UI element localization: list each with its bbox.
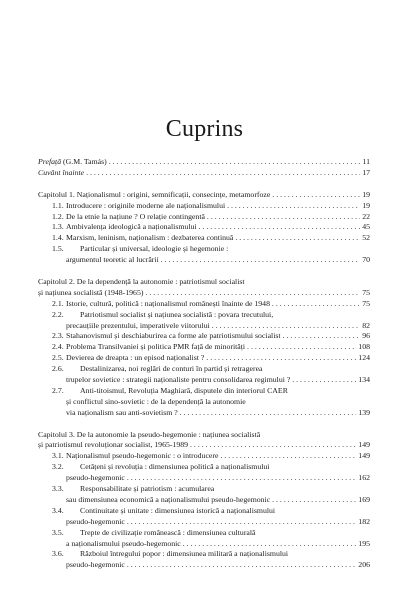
toc-page-number: 17 [362,167,370,177]
toc-entry-title: și patriotismul revoluționar socialist, 1965-1989 . . . [38,440,370,451]
toc-page-number: 82 [362,320,370,330]
toc-page-number: 11 [362,157,370,166]
toc-page-number: 195 [358,538,370,548]
toc-entry-title: Particular și universal, ideologie și hegemonie : [80,244,229,254]
toc-entry-title: Destalinizarea, noi reglări de conturi în partid și retragerea [80,364,263,374]
toc-entry-title: Marxism, leninism, naționalism : dezbaterea continuă . . . [38,233,370,244]
toc-page-number: 149 [358,440,370,450]
toc-entry[interactable] [38,168,370,179]
toc-page-number: 96 [362,331,370,341]
toc-entry-line [38,528,370,539]
toc-entry[interactable] [38,299,370,310]
toc-entry[interactable] [38,560,370,571]
toc-entry-title: Războiul întregului popor : dimensiunea militară a naționalismului [80,549,289,559]
toc-entry[interactable] [38,190,370,201]
toc-page-number: 182 [358,516,370,526]
toc-entry-title: Cetățeni și revoluția : dimensiunea politică a naționalismului [80,462,270,472]
toc-entry-title: sau dimensiunea economică a naționalismului pseudo-hegemonic . . . [38,495,370,506]
section-gap [38,266,370,277]
toc-entry-number: 1.4. [52,233,64,243]
toc-entry-title: Naționalismul pseudo-hegemonic : o introducere . . . [38,451,370,462]
page-title: Cuprins [165,116,244,142]
toc-page-number: 134 [358,375,370,385]
toc-entry-number: 2.1. [52,298,64,308]
toc-entry-title-italic: Cuvânt înainte [38,167,85,177]
toc-page-number: 19 [362,200,370,210]
toc-entry-title: via naționalism sau anti-sovietism ? . . . [38,408,370,419]
toc-page-number: 162 [358,473,370,483]
toc-entry[interactable] [38,353,370,364]
toc-entry-line [38,506,370,517]
toc-entry-title: precauțiile prezentului, imperativele viitorului . . . [38,321,370,332]
section-gap [38,419,370,430]
toc-page-number: 108 [358,342,370,352]
toc-entry-number: 2.4. [52,342,64,352]
toc-entry-line: Capitolul 3. De la autonomie la pseudo-hegemonie : națiunea socialistă [38,429,261,439]
toc-entry-title: Trepte de civilizație românească : dimensiunea culturală [80,527,256,537]
toc-entry-number: 3.2. [52,462,64,472]
toc-entry-number: 1.1. [52,200,64,210]
toc-entry[interactable] [38,408,370,419]
toc-entry-line [38,549,370,560]
toc-page-number: 169 [358,494,370,504]
toc-entry[interactable] [38,375,370,386]
toc-entry[interactable] [38,222,370,233]
toc-entry-number: 2.2. [52,309,64,319]
toc-entry[interactable] [38,321,370,332]
toc-page-number: 139 [358,407,370,417]
toc-entry-number: 1.2. [52,211,64,221]
toc-page-number: 45 [362,222,370,232]
toc-entry-title: Ambivalența ideologică a naționalismului . . . [38,222,370,233]
toc-entry-title: argumentul teoretic al lucrării . . . [38,255,370,266]
toc-entry-number: 3.5. [52,527,64,537]
toc-entry[interactable] [38,517,370,528]
toc-entry[interactable] [38,451,370,462]
toc-entry-title: pseudo-hegemonic . . . [38,517,370,528]
toc-entry[interactable] [38,473,370,484]
toc-entry-title: Devierea de dreapta : un episod naționalist ? . . . [38,353,370,364]
toc-page-number: 22 [362,211,370,221]
toc-entry-title: Stahanovismul și deschiaburirea ca forme ale patriotismului socialist . . . [38,331,370,342]
table-of-contents [38,157,370,571]
toc-page-number: 19 [362,189,370,199]
toc-page-number: 206 [358,560,370,570]
toc-page-number: 52 [362,233,370,243]
toc-entry-title: pseudo-hegemonic . . . [38,560,370,571]
toc-page-number: 149 [358,451,370,461]
toc-entry[interactable] [38,539,370,550]
toc-entry-line [38,364,370,375]
toc-entry-number: 2.7. [52,385,64,395]
toc-entry-title: Responsabilitate și patriotism : acumularea [80,484,215,494]
toc-entry-number: 3.1. [52,451,64,461]
toc-entry-line: și conflictul sino-sovietic : de la dependență la autonomie [66,396,246,406]
toc-entry-line: Capitolul 2. De la dependență la autonomie : patriotismul socialist [38,277,245,287]
toc-entry-title: Problema Transilvaniei și politica PMR față de minorități . . . [38,342,370,353]
toc-entry[interactable] [38,331,370,342]
toc-entry[interactable] [38,212,370,223]
toc-entry-title: Introducere : originile moderne ale naționalismului . . . [38,201,370,212]
toc-entry-number: 3.6. [52,549,64,559]
toc-entry-title: Continuitate și unitate : dimensiunea istorică a naționalismului [80,505,276,515]
toc-entry-line [38,244,370,255]
section-gap [38,179,370,190]
toc-entry[interactable] [38,233,370,244]
toc-entry-number: 2.3. [52,331,64,341]
toc-entry-number: 1.5. [52,244,64,254]
toc-entry[interactable] [38,201,370,212]
toc-entry-title: Istorie, cultură, politică : naționalismul românești înainte de 1948 . . . [38,299,370,310]
toc-entry-title: pseudo-hegemonic . . . [38,473,370,484]
toc-entry-title: Prefață (G.M. Tamás) . . . [38,157,370,168]
toc-entry-title [38,168,370,179]
toc-entry[interactable] [38,440,370,451]
toc-entry[interactable] [38,342,370,353]
toc-entry-title: și națiunea socialistă (1948-1965) . . . [38,288,370,299]
toc-entry[interactable] [38,255,370,266]
toc-entry-line [38,310,370,321]
toc-entry[interactable] [38,495,370,506]
toc-page-number: 70 [362,255,370,265]
toc-entry-number: 2.6. [52,364,64,374]
toc-entry-title: Patriotismul socialist și națiunea socialistă : povara trecutului, [80,309,274,319]
toc-entry[interactable] [38,157,370,168]
toc-entry-number: 3.3. [52,484,64,494]
toc-entry-number: 3.4. [52,505,64,515]
toc-entry-title: Anti-titoismul, Revoluția Maghiară, disputele din interiorul CAER [80,385,288,395]
toc-entry-line [38,462,370,473]
toc-entry-number: 2.5. [52,353,64,363]
toc-entry-title: trupelor sovietice : strategii naționaliste pentru consolidarea regimului ? . . . [38,375,370,386]
toc-page-number: 75 [362,287,370,297]
toc-entry-number: 1.3. [52,222,64,232]
toc-entry-title: Capitolul 1. Naționalismul : origini, semnificații, consecințe, metamorfoze . . . [38,190,370,201]
toc-page-number: 124 [358,353,370,363]
toc-entry[interactable] [38,288,370,299]
toc-page-number: 75 [362,298,370,308]
toc-entry-title: a naționalismului pseudo-hegemonic . . . [38,539,370,550]
toc-entry-title: De la etnie la națiune ? O relație contingentă . . . [38,212,370,223]
toc-entry-line [38,386,370,397]
toc-entry-title-italic: Prefață [38,157,62,166]
toc-entry-line [38,484,370,495]
